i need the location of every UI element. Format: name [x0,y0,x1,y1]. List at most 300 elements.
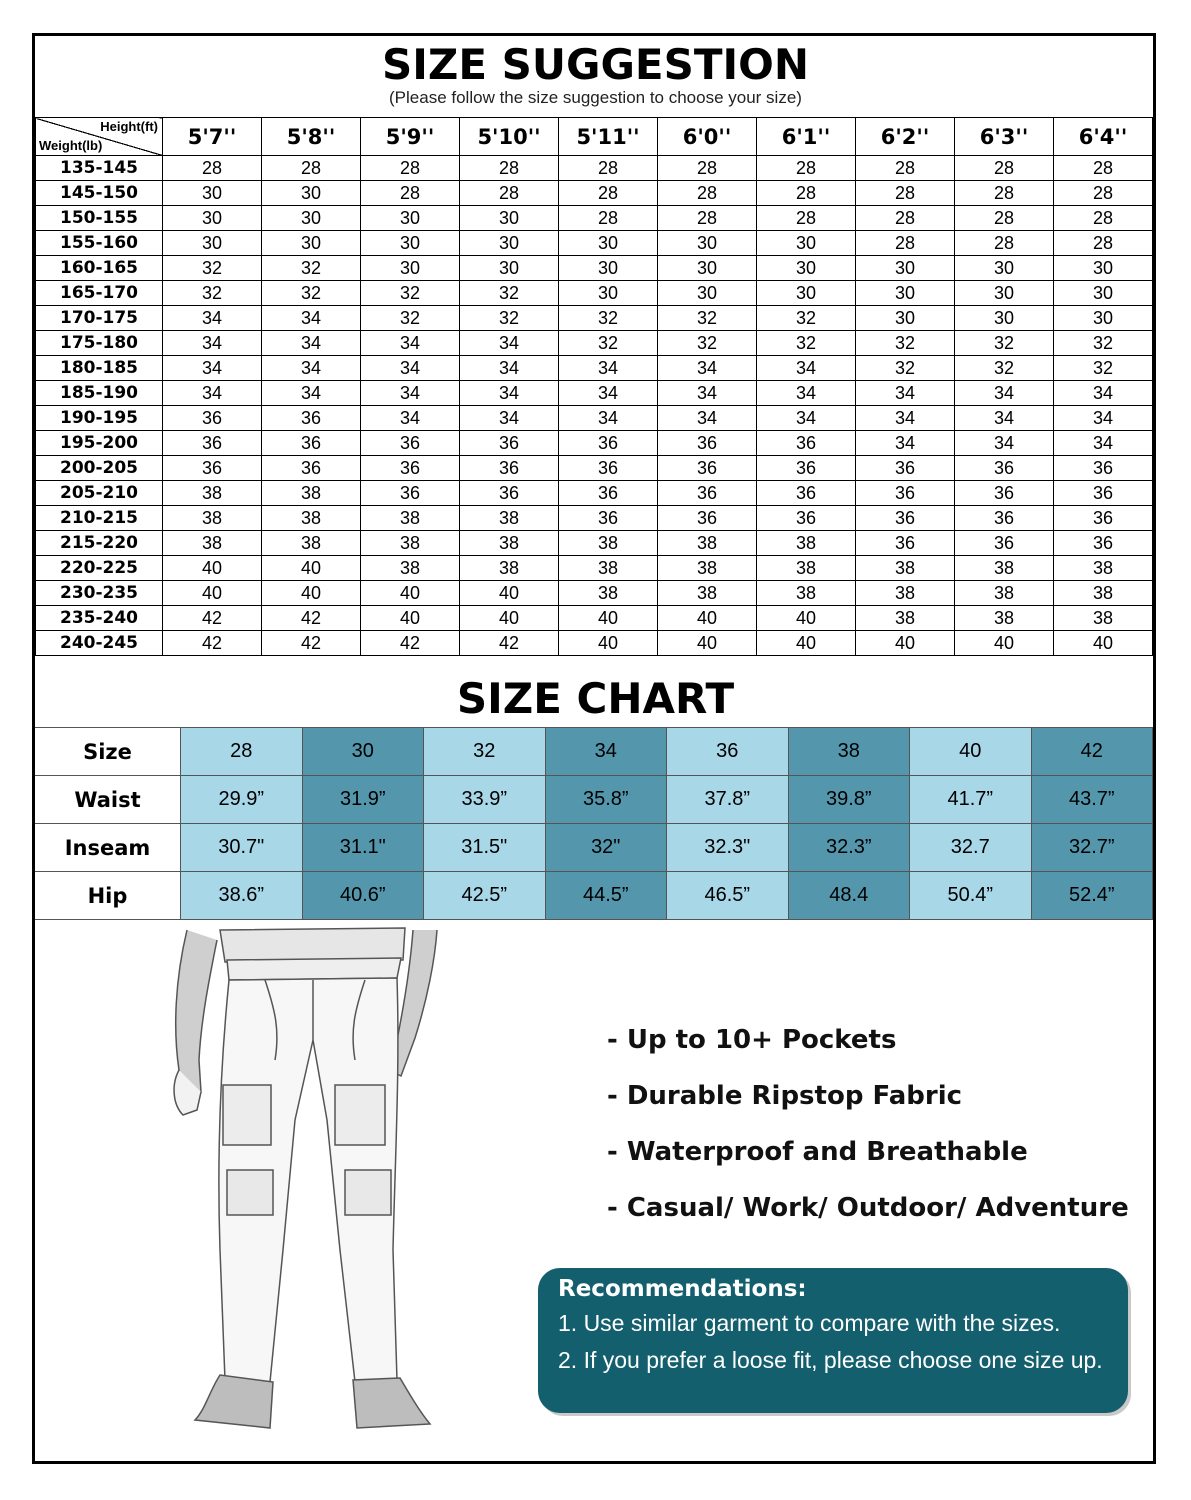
suggested-size-cell: 36 [955,456,1054,481]
suggested-size-cell: 42 [460,631,559,656]
suggested-size-cell: 30 [757,256,856,281]
suggested-size-cell: 32 [460,281,559,306]
table-row [36,506,1153,531]
suggested-size-cell: 34 [559,406,658,431]
weight-range-cell: 180-185 [36,356,163,381]
size-chart-row-size [35,728,1153,776]
suggested-size-cell: 30 [559,256,658,281]
suggested-size-cell: 42 [262,606,361,631]
suggested-size-cell: 36 [460,456,559,481]
size-chart-cell: 29.9” [181,776,303,824]
weight-range-cell: 240-245 [36,631,163,656]
suggested-size-cell: 40 [262,556,361,581]
table-row [36,531,1153,556]
suggested-size-cell: 36 [262,406,361,431]
suggested-size-cell: 34 [1054,431,1153,456]
suggested-size-cell: 30 [757,281,856,306]
suggested-size-cell: 36 [757,506,856,531]
weight-range-cell: 220-225 [36,556,163,581]
suggested-size-cell: 30 [658,256,757,281]
suggested-size-cell: 34 [955,431,1054,456]
table-row [36,206,1153,231]
suggested-size-cell: 32 [955,331,1054,356]
table-row [36,331,1153,356]
suggested-size-cell: 30 [856,306,955,331]
feature-item: - Up to 10+ Pockets [607,1025,897,1055]
suggested-size-cell: 38 [361,531,460,556]
weight-range-cell: 175-180 [36,331,163,356]
weight-range-cell: 150-155 [36,206,163,231]
suggested-size-cell: 36 [559,456,658,481]
suggested-size-cell: 38 [757,581,856,606]
suggested-size-cell: 28 [856,206,955,231]
suggested-size-cell: 30 [856,256,955,281]
suggested-size-cell: 36 [460,481,559,506]
suggested-size-cell: 28 [955,181,1054,206]
table-row [36,381,1153,406]
suggested-size-cell: 40 [856,631,955,656]
suggested-size-cell: 32 [955,356,1054,381]
size-suggestion-header-row [36,118,1153,156]
suggested-size-cell: 32 [559,331,658,356]
suggested-size-cell: 38 [658,531,757,556]
suggested-size-cell: 36 [856,531,955,556]
suggested-size-cell: 30 [1054,281,1153,306]
suggested-size-cell: 36 [955,481,1054,506]
suggested-size-cell: 36 [1054,481,1153,506]
suggested-size-cell: 28 [658,156,757,181]
suggested-size-cell: 36 [361,431,460,456]
suggested-size-cell: 34 [559,356,658,381]
weight-range-cell: 160-165 [36,256,163,281]
height-axis-label: Height(ft) [100,119,158,134]
suggested-size-cell: 38 [1054,606,1153,631]
suggested-size-cell: 38 [559,531,658,556]
table-row [36,231,1153,256]
suggested-size-cell: 36 [163,456,262,481]
suggested-size-cell: 28 [559,156,658,181]
weight-range-cell: 205-210 [36,481,163,506]
suggested-size-cell: 40 [757,606,856,631]
table-row [36,431,1153,456]
suggested-size-cell: 28 [856,156,955,181]
suggested-size-cell: 36 [1054,506,1153,531]
suggested-size-cell: 36 [955,506,1054,531]
size-suggestion-title: SIZE SUGGESTION [381,40,809,89]
table-corner-header [36,118,163,156]
size-chart-cell: 30.7" [181,824,303,872]
suggested-size-cell: 36 [757,456,856,481]
table-row [36,181,1153,206]
suggested-size-cell: 34 [856,406,955,431]
suggested-size-cell: 30 [163,206,262,231]
suggested-size-cell: 34 [163,331,262,356]
size-chart-row-label: Size [35,728,181,776]
size-chart-row-label: Waist [35,776,181,824]
size-chart-cell: 39.8” [788,776,910,824]
table-row [36,356,1153,381]
suggested-size-cell: 36 [856,456,955,481]
suggested-size-cell: 34 [658,356,757,381]
suggested-size-cell: 36 [460,431,559,456]
suggested-size-cell: 38 [856,556,955,581]
size-chart-cell: 41.7” [910,776,1032,824]
suggested-size-cell: 42 [163,606,262,631]
suggested-size-cell: 38 [163,531,262,556]
size-chart-cell: 28 [181,728,303,776]
suggested-size-cell: 38 [658,556,757,581]
suggested-size-cell: 40 [559,631,658,656]
suggested-size-cell: 38 [757,556,856,581]
table-row [36,256,1153,281]
suggested-size-cell: 34 [856,431,955,456]
size-chart-cell: 40 [910,728,1032,776]
weight-range-cell: 215-220 [36,531,163,556]
suggested-size-cell: 34 [955,381,1054,406]
suggested-size-cell: 36 [163,406,262,431]
suggested-size-cell: 38 [361,506,460,531]
suggested-size-cell: 38 [559,556,658,581]
suggested-size-cell: 40 [757,631,856,656]
suggested-size-cell: 28 [856,181,955,206]
suggested-size-cell: 34 [955,406,1054,431]
size-chart-cell: 38 [788,728,910,776]
weight-range-cell: 230-235 [36,581,163,606]
suggested-size-cell: 28 [163,156,262,181]
weight-range-cell: 145-150 [36,181,163,206]
suggested-size-cell: 38 [460,556,559,581]
suggested-size-cell: 30 [955,256,1054,281]
weight-range-cell: 195-200 [36,431,163,456]
suggested-size-cell: 34 [262,381,361,406]
suggested-size-cell: 38 [955,606,1054,631]
suggested-size-cell: 36 [658,481,757,506]
suggested-size-cell: 38 [163,481,262,506]
size-chart-row-hip [35,872,1153,920]
suggested-size-cell: 40 [460,581,559,606]
suggested-size-cell: 36 [955,531,1054,556]
suggested-size-cell: 40 [658,606,757,631]
suggested-size-cell: 36 [1054,531,1153,556]
suggested-size-cell: 32 [163,281,262,306]
suggested-size-cell: 30 [1054,256,1153,281]
suggested-size-cell: 38 [658,581,757,606]
size-chart-cell: 32.7 [910,824,1032,872]
suggested-size-cell: 28 [757,181,856,206]
size-chart-cell: 36 [667,728,789,776]
suggested-size-cell: 30 [658,231,757,256]
suggested-size-cell: 28 [1054,156,1153,181]
suggested-size-cell: 28 [955,206,1054,231]
table-row [36,556,1153,581]
size-chart-title: SIZE CHART [456,674,735,723]
suggested-size-cell: 30 [955,281,1054,306]
suggested-size-cell: 38 [460,531,559,556]
suggested-size-cell: 38 [1054,581,1153,606]
suggested-size-cell: 40 [460,606,559,631]
suggested-size-cell: 38 [559,581,658,606]
size-chart-cell: 42 [1031,728,1153,776]
size-chart-cell: 35.8” [545,776,667,824]
suggested-size-cell: 34 [658,406,757,431]
suggested-size-cell: 30 [361,256,460,281]
size-chart-cell: 32.7” [1031,824,1153,872]
suggested-size-cell: 34 [361,381,460,406]
suggested-size-cell: 42 [361,631,460,656]
suggested-size-cell: 28 [262,156,361,181]
height-header: 6'0'' [658,118,757,156]
suggested-size-cell: 32 [361,306,460,331]
table-row [36,306,1153,331]
size-chart-row-label: Inseam [35,824,181,872]
size-chart-cell: 31.9” [302,776,424,824]
suggested-size-cell: 30 [460,256,559,281]
suggested-size-cell: 34 [460,381,559,406]
suggested-size-cell: 34 [361,406,460,431]
weight-range-cell: 210-215 [36,506,163,531]
size-chart-row-label: Hip [35,872,181,920]
size-chart-cell: 52.4” [1031,872,1153,920]
suggested-size-cell: 30 [460,231,559,256]
suggested-size-cell: 38 [856,581,955,606]
suggested-size-cell: 32 [1054,356,1153,381]
suggested-size-cell: 32 [163,256,262,281]
suggested-size-cell: 30 [262,231,361,256]
suggested-size-cell: 38 [460,506,559,531]
feature-item: - Waterproof and Breathable [607,1137,1028,1167]
suggested-size-cell: 38 [361,556,460,581]
suggested-size-cell: 32 [262,281,361,306]
suggested-size-cell: 36 [163,431,262,456]
suggested-size-cell: 34 [262,356,361,381]
suggested-size-cell: 30 [559,281,658,306]
suggested-size-cell: 32 [757,331,856,356]
suggested-size-cell: 30 [361,231,460,256]
suggested-size-cell: 32 [262,256,361,281]
suggested-size-cell: 30 [262,206,361,231]
suggested-size-cell: 28 [361,156,460,181]
weight-range-cell: 235-240 [36,606,163,631]
suggested-size-cell: 34 [757,406,856,431]
size-chart-cell: 31.1" [302,824,424,872]
suggested-size-cell: 36 [757,481,856,506]
suggested-size-cell: 34 [460,406,559,431]
suggested-size-cell: 40 [262,581,361,606]
suggested-size-cell: 34 [658,381,757,406]
size-chart-row-inseam [35,824,1153,872]
weight-range-cell: 170-175 [36,306,163,331]
table-row [36,456,1153,481]
table-row [36,481,1153,506]
height-header: 6'2'' [856,118,955,156]
weight-range-cell: 165-170 [36,281,163,306]
table-row [36,581,1153,606]
suggested-size-cell: 28 [658,181,757,206]
suggested-size-cell: 34 [361,331,460,356]
size-suggestion-table [35,117,1153,656]
suggested-size-cell: 32 [361,281,460,306]
recommendation-item-2: 2. If you prefer a loose fit, please choose one size up. [558,1347,1103,1373]
suggested-size-cell: 30 [361,206,460,231]
suggested-size-cell: 28 [460,181,559,206]
size-chart-cell: 32.3" [667,824,789,872]
height-header: 5'9'' [361,118,460,156]
suggested-size-cell: 40 [163,581,262,606]
suggested-size-cell: 40 [658,631,757,656]
suggested-size-cell: 36 [262,431,361,456]
size-chart-cell: 31.5" [424,824,546,872]
height-header: 6'3'' [955,118,1054,156]
height-header: 5'8'' [262,118,361,156]
suggested-size-cell: 30 [460,206,559,231]
pants-model-illustration [165,920,465,1440]
height-header: 6'4'' [1054,118,1153,156]
suggested-size-cell: 32 [856,356,955,381]
suggested-size-cell: 36 [559,481,658,506]
recommendation-item-1: 1. Use similar garment to compare with the sizes. [558,1310,1061,1336]
suggested-size-cell: 36 [658,506,757,531]
suggested-size-cell: 34 [1054,381,1153,406]
size-chart-cell: 48.4 [788,872,910,920]
suggested-size-cell: 38 [1054,556,1153,581]
suggested-size-cell: 34 [262,306,361,331]
suggested-size-cell: 38 [163,506,262,531]
suggested-size-cell: 38 [955,581,1054,606]
suggested-size-cell: 34 [163,306,262,331]
suggested-size-cell: 30 [163,181,262,206]
suggested-size-cell: 32 [559,306,658,331]
suggested-size-cell: 36 [658,431,757,456]
size-suggestion-subtitle: (Please follow the size suggestion to choose your size) [389,88,802,107]
suggested-size-cell: 30 [658,281,757,306]
suggested-size-cell: 38 [856,606,955,631]
weight-range-cell: 200-205 [36,456,163,481]
suggested-size-cell: 30 [955,306,1054,331]
suggested-size-cell: 32 [658,331,757,356]
suggested-size-cell: 30 [856,281,955,306]
size-chart-cell: 46.5” [667,872,789,920]
suggested-size-cell: 36 [856,506,955,531]
suggested-size-cell: 28 [1054,181,1153,206]
size-chart-table [35,727,1153,920]
size-chart-cell: 43.7” [1031,776,1153,824]
size-chart-cell: 34 [545,728,667,776]
height-header: 5'7'' [163,118,262,156]
size-chart-cell: 37.8” [667,776,789,824]
suggested-size-cell: 42 [262,631,361,656]
size-chart-cell: 33.9” [424,776,546,824]
suggested-size-cell: 34 [361,356,460,381]
size-chart-cell: 32" [545,824,667,872]
feature-list [607,1020,1129,1244]
suggested-size-cell: 28 [757,206,856,231]
size-chart-cell: 40.6” [302,872,424,920]
suggested-size-cell: 34 [163,381,262,406]
height-header: 6'1'' [757,118,856,156]
suggested-size-cell: 40 [163,556,262,581]
suggested-size-cell: 28 [856,231,955,256]
suggested-size-cell: 28 [361,181,460,206]
height-header: 5'11'' [559,118,658,156]
weight-range-cell: 190-195 [36,406,163,431]
size-chart-cell: 50.4” [910,872,1032,920]
suggested-size-cell: 32 [1054,331,1153,356]
size-chart-row-waist [35,776,1153,824]
table-row [36,406,1153,431]
suggested-size-cell: 40 [955,631,1054,656]
suggested-size-cell: 34 [460,331,559,356]
suggested-size-cell: 40 [559,606,658,631]
size-chart-cell: 30 [302,728,424,776]
suggested-size-cell: 28 [1054,206,1153,231]
size-chart-cell: 38.6” [181,872,303,920]
suggested-size-cell: 36 [1054,456,1153,481]
suggested-size-cell: 30 [262,181,361,206]
suggested-size-cell: 38 [955,556,1054,581]
suggested-size-cell: 38 [262,506,361,531]
suggested-size-cell: 32 [460,306,559,331]
weight-range-cell: 135-145 [36,156,163,181]
suggested-size-cell: 36 [262,456,361,481]
suggested-size-cell: 40 [361,606,460,631]
suggested-size-cell: 32 [856,331,955,356]
recommendations-title: Recommendations: [558,1276,807,1302]
feature-item: - Durable Ripstop Fabric [607,1081,963,1111]
suggested-size-cell: 36 [757,431,856,456]
suggested-size-cell: 34 [856,381,955,406]
table-row [36,281,1153,306]
suggested-size-cell: 34 [262,331,361,356]
height-header: 5'10'' [460,118,559,156]
suggested-size-cell: 32 [757,306,856,331]
suggested-size-cell: 30 [559,231,658,256]
suggested-size-cell: 36 [559,506,658,531]
weight-range-cell: 155-160 [36,231,163,256]
suggested-size-cell: 32 [658,306,757,331]
suggested-size-cell: 30 [1054,306,1153,331]
suggested-size-cell: 36 [559,431,658,456]
weight-axis-label: Weight(lb) [39,138,103,153]
table-row [36,631,1153,656]
suggested-size-cell: 28 [460,156,559,181]
size-chart-cell: 32 [424,728,546,776]
size-chart-cell: 44.5” [545,872,667,920]
suggested-size-cell: 38 [262,481,361,506]
suggested-size-cell: 30 [757,231,856,256]
suggested-size-cell: 34 [1054,406,1153,431]
suggested-size-cell: 36 [361,481,460,506]
suggested-size-cell: 28 [757,156,856,181]
suggested-size-cell: 30 [163,231,262,256]
suggested-size-cell: 40 [361,581,460,606]
suggested-size-cell: 38 [262,531,361,556]
suggested-size-cell: 34 [163,356,262,381]
suggested-size-cell: 28 [559,181,658,206]
suggested-size-cell: 36 [361,456,460,481]
suggested-size-cell: 36 [856,481,955,506]
suggested-size-cell: 34 [757,356,856,381]
suggested-size-cell: 28 [1054,231,1153,256]
weight-range-cell: 185-190 [36,381,163,406]
suggested-size-cell: 38 [757,531,856,556]
size-chart-cell: 42.5” [424,872,546,920]
table-row [36,156,1153,181]
suggested-size-cell: 36 [658,456,757,481]
suggested-size-cell: 28 [955,156,1054,181]
suggested-size-cell: 34 [460,356,559,381]
suggested-size-cell: 34 [757,381,856,406]
suggested-size-cell: 28 [955,231,1054,256]
